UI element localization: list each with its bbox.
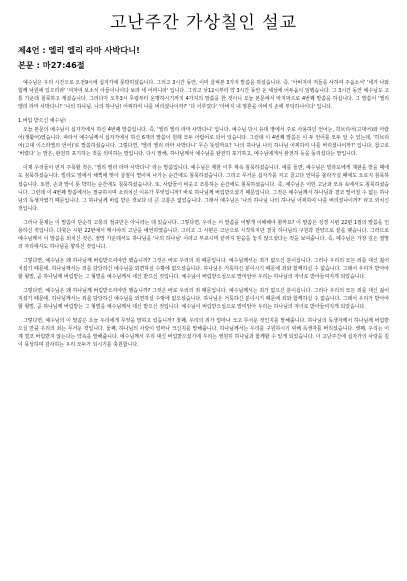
body-paragraph: 이제 우리들이 먼저 주목할 것은, '엘리 엘리 라마 사박다니' 라는 말씀입니다. 예수님은 제한 이후 계속 침묵하셨습니다. 예를 들면, 예수님은 빌라도에게 재판을 받을 때에도 침묵하셨습니다. 빌라도 앞에서 채찍에 맞아 살점이 떨어져 나가는 순간에도 침묵하셨습니다. 그리고 무거운 십자가를 지고 골고다 언덕을 올라가실 때에도 오로지 침묵하셨습니다. 또한, 손과 발이 못 박히는 순간에도 침묵하셨습니다. 또, 사람들이 비웃고 조롱하는 순간에도 침묵하셨습니다. 즉, 예수님은 어떤 고난과 모욕 속에서도 침묵하셨습니다. 그런데 이 4번째 말씀에서는 절규하시며 소리치신 이유가 무엇입니까? 바로 하나님께 버림받으셨기 때문입니다. 그것은 예수님께서 하나님과 결코 떨어질 수 없는 하나님의 독생자였기 때문입니다. 그 하나님께 버림 받은 것보다 더 큰 고통은 없었습니다. 그래서 예수님은 '나의 하나님 나의 하나님 어찌하여 나를 버리셨나이까?' 라고 외치신 것입니다. [18, 165, 389, 212]
scripture-reference: 본문 : 마27:46절 [18, 60, 85, 70]
body-paragraph: 그렇다면, 예수님의 이 말씀은 오늘 우리에게 무엇을 말하고 있습니까? 첫째, 우리의 죄가 얼마나 크고 무서운 것인지를 말해줍니다. 하나님의 독생자께서 하나님께 버림받으실 만큼 우리의 죄는 무거운 것입니다. 둘째, 하나님의 사랑이 얼마나 크신지를 말해줍니다. 하나님께서는 우리를 구원하시기 위해 독생자를 버리셨습니다. 셋째, 우리는 이제 결코 버림받지 않는다는 약속을 말해줍니다. 예수님께서 우리 대신 버림받으셨기에 우리는 영원히 하나님과 함께할 수 있게 되었습니다. 이 고난주간에 십자가의 사랑을 깊이 묵상하며 감사하는 우리 모두가 되시기를 축원합니다. [18, 318, 389, 349]
sermon-body [18, 79, 389, 355]
body-paragraph: 예수님은 우리 시간으로 오전9시에 십자가에 못박히셨습니다. 그리고 3시간 동안, 이미 살펴본 3가지 말씀을 하셨습니다. 즉, '아버지여 저들을 사하여 주옵소서' '네가 나와 함께 낙원에 있으리라' '여자여 보소서 아들이니이다 보라 네 어머니라' 입니다. 그리고 낮12시부터 약 3시간 동안 온 세상에 어두움이 임했습니다. 그 3시간 동안 예수님도 고통 가운데 침묵하고 계셨습니다. 그러다가 오후3시 무렵부터 운명하시기까지 4가지의 말씀을 한 것이니 오늘 본문에서 마지막으로 4번째 말씀을 하십니다. 그 말씀이 '엘리 엘리 라마 사박다니!' '나의 하나님, 나의 하나님! 어찌하여 나를 버리셨나이까?' '다 이루었다' '아버지 내 영혼을 아버지 손에 부탁하나이다' 입니다. [18, 80, 389, 111]
body-paragraph: 그러나 문제는 이 말씀이 단순히 고통의 절규만은 아니라는 데 있습니다. 그렇다면, 우리는 이 말씀을 어떻게 이해해야 할까요? 이 말씀은 성경 시편 22편 1절의 말씀을 인용하신 것입니다. 다윗은 시편 22편에서 메시야의 고난을 예언하였습니다. 그리고 그 시편은 고난으로 시작하지만 결국 하나님의 구원과 찬양으로 끝을 맺습니다. 그러므로 예수님께서 이 말씀을 외치신 것은, 절망 가운데서도 하나님을 '나의 하나님' 이라고 부르시며 끝까지 믿음을 놓지 않으셨다는 것을 보여줍니다. 즉, 예수님은 가장 깊은 절망의 자리에서도 하나님을 향하신 것입니다. [18, 219, 389, 250]
sermon-heading: 제4언 : 엘리 엘리 라마 사박다니! [18, 45, 140, 55]
body-paragraph: 그렇다면, 예수님은 왜 하나님께 버림받으셔야만 했습니까? 그것은 바로 우리의 죄 때문입니다. 예수님께서는 죄가 없으신 분이십니다. 그러나 우리의 모든 죄를 대신 짊어지셨기 때문에, 하나님께서는 죄를 담당하신 예수님을 외면하실 수밖에 없으셨습니다. 하나님은 거룩하신 분이시기 때문에 죄와 함께하실 수 없습니다. 그래서 우리가 받아야 할 형벌, 곧 하나님께 버림받는 그 형벌을 예수님께서 대신 받으신 것입니다. 예수님이 버림받으심으로 말미암아 우리는 하나님의 자녀로 받아들여지게 되었습니다. [18, 288, 389, 311]
document-title: 고난주간 가상칠인 설교 [109, 13, 298, 33]
section-heading: 1.버림 받으신 예수님! [18, 118, 66, 125]
body-paragraph: 그렇다면, 예수님은 왜 하나님께 버림받으셔야만 했습니까? 그것은 바로 우리의 죄 때문입니다. 예수님께서는 죄가 없으신 분이십니다. 그러나 우리의 모든 죄를 대신 짊어지셨기 때문에, 하나님께서는 죄를 담당하신 예수님을 외면하실 수밖에 없으셨습니다. 하나님은 거룩하신 분이시기 때문에 죄와 함께하실 수 없습니다. 그래서 우리가 받아야 할 형벌, 곧 하나님께 버림받는 그 형벌을 예수님께서 대신 받으신 것입니다. 예수님이 버림받으심으로 말미암아 우리는 하나님의 자녀로 받아들여지게 되었습니다. [18, 257, 389, 280]
body-paragraph: 오늘 본문의 예수님이 십자가에서 하신 4번째 말씀입니다. 즉, '엘리 엘리 라마 사박다니' 입니다. 예수님 당시 유대 땅에서 주로 사용하던 언어는, 히브리어(고대어)와 아람어(생활어)였습니다. 따라서 예수님께서 십자가에서 하신 6개의 말씀이 원래 모두 아람어로 되어 있습니다. 그런데 이 4번째 말씀은 이 두 언어를 모두 알 수 있는데, '히브리어(고대 이스라엘의 언어)'로 말씀하셨습니다. 그렇다면, '엘리 엘리 라마 사박다니' 무슨 뜻일까요? '나의 하나님 나의 하나님 어찌하여 나를 버리셨나이까?' 입니다. 참고로 '버렸다' 는 말은, 완전히 포기하는 것을 의미하는 말입니다. 다시 말해, 하나님께서 예수님을 완전히 포기하고, 예수님에게서 완전히 등을 돌리셨다는 말입니다. [18, 127, 389, 158]
